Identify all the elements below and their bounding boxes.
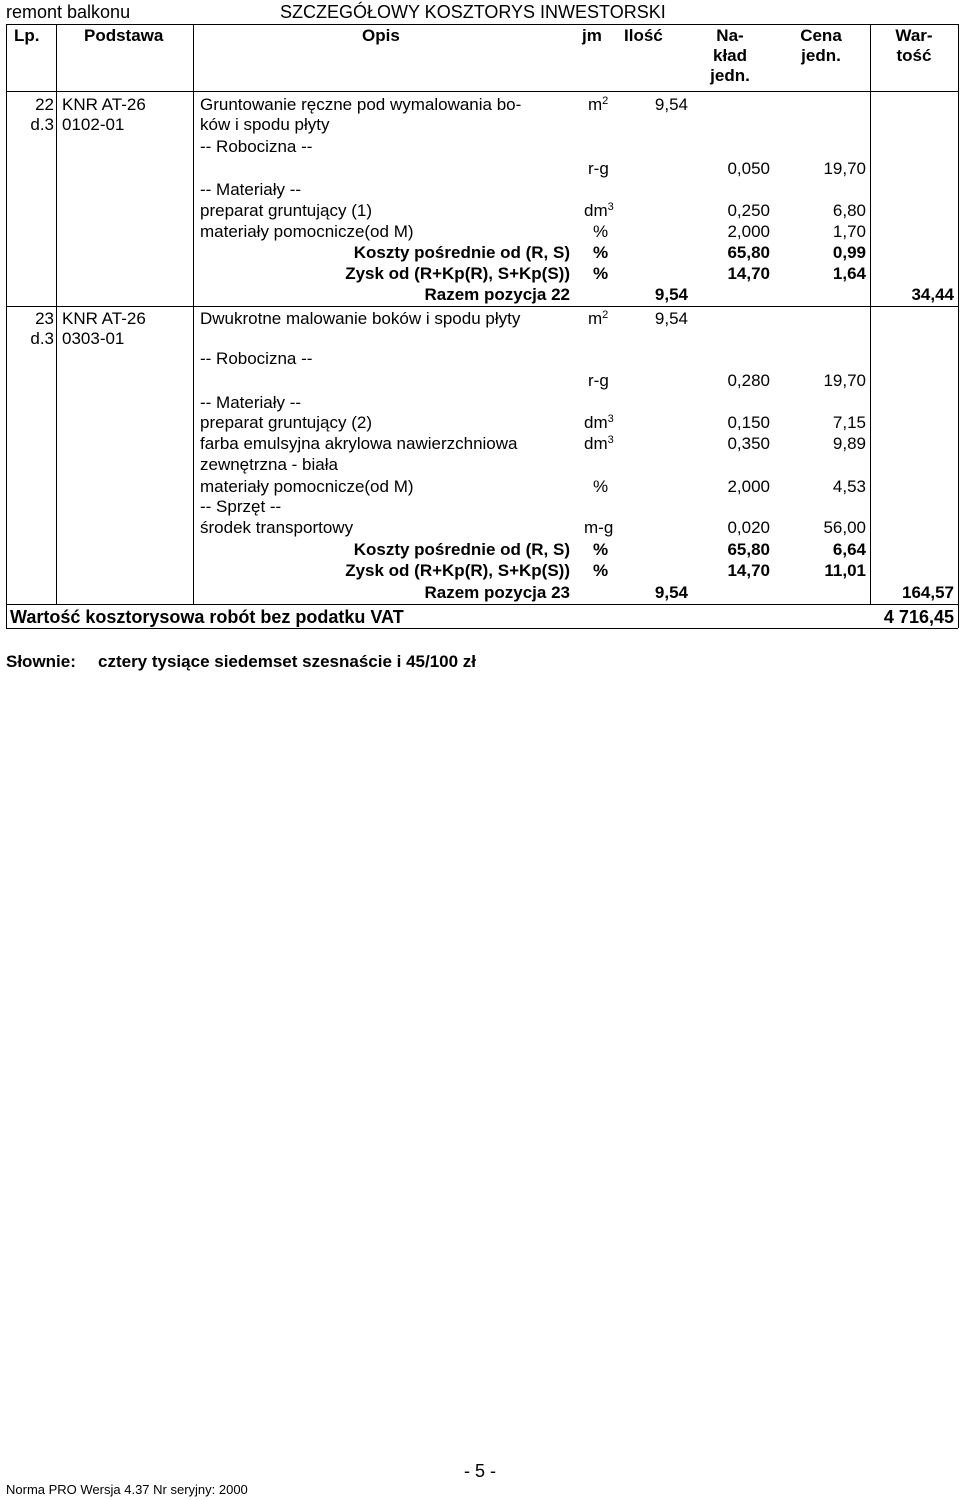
item-quantity: 9,54: [654, 95, 688, 114]
profit-label: Zysk od (R+Kp(R), S+Kp(S)): [345, 264, 570, 283]
section-equipment-header: -- Sprzęt --: [200, 497, 282, 516]
profit-value: 11,01: [824, 561, 866, 580]
material-name: materiały pomocnicze(od M): [200, 477, 414, 496]
col-header-cena-1: Cena: [800, 26, 842, 45]
col-header-naklad-3: jedn.: [710, 66, 750, 85]
profit-unit: %: [593, 264, 609, 283]
col-header-naklad-1: Na-: [716, 26, 744, 45]
section-labor-header: -- Robocizna --: [200, 349, 313, 368]
equipment-norm: 0,020: [727, 518, 770, 537]
col-header-jm: jm: [582, 26, 602, 45]
material-name-cont: zewnętrzna - biała: [200, 455, 338, 474]
overhead-rate: 65,80: [727, 540, 770, 559]
col-divider-opis: [193, 24, 194, 604]
position-total-value: 164,57: [902, 583, 954, 602]
col-header-wartosc-2: tość: [896, 46, 932, 65]
col-header-naklad-2: kład: [712, 46, 748, 65]
amount-in-words-label: Słownie:: [6, 652, 76, 671]
material-norm: 0,150: [727, 413, 770, 432]
item-lp-suffix: d.3: [30, 329, 54, 348]
material-norm: 2,000: [727, 222, 770, 241]
material-norm: 0,250: [727, 201, 770, 220]
item-unit: $m^2$: [588, 95, 609, 114]
position-total-quantity: 9,54: [654, 285, 688, 304]
equipment-price: 56,00: [823, 518, 866, 537]
item-unit: $m^2$: [588, 309, 609, 328]
material-price: 6,80: [832, 201, 866, 220]
item-quantity: 9,54: [654, 309, 688, 328]
position-total-label: Razem pozycja 23: [424, 583, 570, 602]
labor-price: 19,70: [823, 159, 866, 178]
table-bottom-border: [6, 628, 958, 629]
overhead-label: Koszty pośrednie od (R, S): [353, 243, 570, 262]
document-title: SZCZEGÓŁOWY KOSZTORYS INWESTORSKI: [280, 2, 666, 22]
labor-norm: 0,050: [727, 159, 770, 178]
profit-value: 1,64: [832, 264, 866, 283]
item-description-cont: ków i spodu płyty: [200, 115, 330, 134]
table-top-border: [6, 24, 958, 25]
material-norm: 2,000: [727, 477, 770, 496]
material-name: preparat gruntujący (1): [200, 201, 372, 220]
material-price: 9,89: [832, 434, 866, 453]
section-materials-header: -- Materiały --: [200, 393, 302, 412]
profit-label: Zysk od (R+Kp(R), S+Kp(S)): [345, 561, 570, 580]
item23-bottom-border: [6, 604, 958, 605]
labor-unit: r-g: [588, 371, 609, 390]
table-right-border: [958, 24, 959, 628]
item-lp: 23: [35, 309, 54, 328]
page-number: - 5 -: [464, 1461, 497, 1481]
profit-unit: %: [593, 561, 609, 580]
section-labor-header: -- Robocizna --: [200, 137, 313, 156]
item-description: Dwukrotne malowanie boków i spodu płyty: [200, 309, 521, 328]
material-unit: %: [593, 222, 609, 241]
item-description: Gruntowanie ręczne pod wymalowania bo-: [200, 95, 522, 114]
table-left-border: [6, 24, 7, 628]
col-header-podstawa: Podstawa: [84, 26, 164, 45]
col-header-opis: Opis: [362, 26, 400, 45]
item22-bottom-border: [6, 306, 958, 307]
overhead-value: 6,64: [832, 540, 866, 559]
position-total-value: 34,44: [911, 285, 954, 304]
col-header-cena-2: jedn.: [801, 46, 841, 65]
grand-total-value: 4 716,45: [883, 607, 954, 627]
material-price: 7,15: [832, 413, 866, 432]
header-bottom-border: [6, 91, 958, 92]
material-unit: $dm^3$: [584, 413, 614, 432]
col-header-ilosc: Ilość: [624, 26, 663, 45]
overhead-unit: %: [593, 540, 609, 559]
overhead-unit: %: [593, 243, 609, 262]
col-header-lp: Lp.: [14, 26, 40, 45]
overhead-rate: 65,80: [727, 243, 770, 262]
item-basis: KNR AT-26: [62, 309, 146, 328]
labor-norm: 0,280: [727, 371, 770, 390]
material-norm: 0,350: [727, 434, 770, 453]
overhead-label: Koszty pośrednie od (R, S): [353, 540, 570, 559]
material-price: 4,53: [832, 477, 866, 496]
material-unit: %: [593, 477, 609, 496]
amount-in-words: cztery tysiące siedemset szesnaście i 45/100 zł: [98, 652, 477, 671]
item-basis-code: 0303-01: [62, 329, 125, 348]
material-name: preparat gruntujący (2): [200, 413, 372, 432]
item-lp: 22: [35, 95, 54, 114]
material-name: materiały pomocnicze(od M): [200, 222, 414, 241]
position-total-quantity: 9,54: [654, 583, 688, 602]
material-unit: $dm^3$: [584, 201, 614, 220]
profit-rate: 14,70: [727, 561, 770, 580]
item-basis: KNR AT-26: [62, 95, 146, 114]
equipment-name: środek transportowy: [200, 518, 354, 537]
labor-unit: r-g: [588, 159, 609, 178]
labor-price: 19,70: [823, 371, 866, 390]
col-header-wartosc-1: War-: [895, 26, 933, 45]
grand-total-label: Wartość kosztorysowa robót bez podatku VAT: [10, 607, 404, 627]
section-materials-header: -- Materiały --: [200, 180, 302, 199]
col-divider-podstawa: [56, 24, 57, 604]
profit-rate: 14,70: [727, 264, 770, 283]
software-footer: Norma PRO Wersja 4.37 Nr seryjny: 2000: [6, 1482, 248, 1497]
equipment-unit: m-g: [584, 518, 614, 537]
item-lp-suffix: d.3: [30, 115, 54, 134]
material-price: 1,70: [832, 222, 866, 241]
item-basis-code: 0102-01: [62, 115, 125, 134]
position-total-label: Razem pozycja 22: [424, 285, 570, 304]
project-name: remont balkonu: [6, 2, 131, 22]
material-name: farba emulsyjna akrylowa nawierzchniowa: [200, 434, 518, 453]
material-unit: $dm^3$: [584, 434, 614, 453]
col-divider-wartosc: [870, 24, 871, 604]
overhead-value: 0,99: [832, 243, 866, 262]
